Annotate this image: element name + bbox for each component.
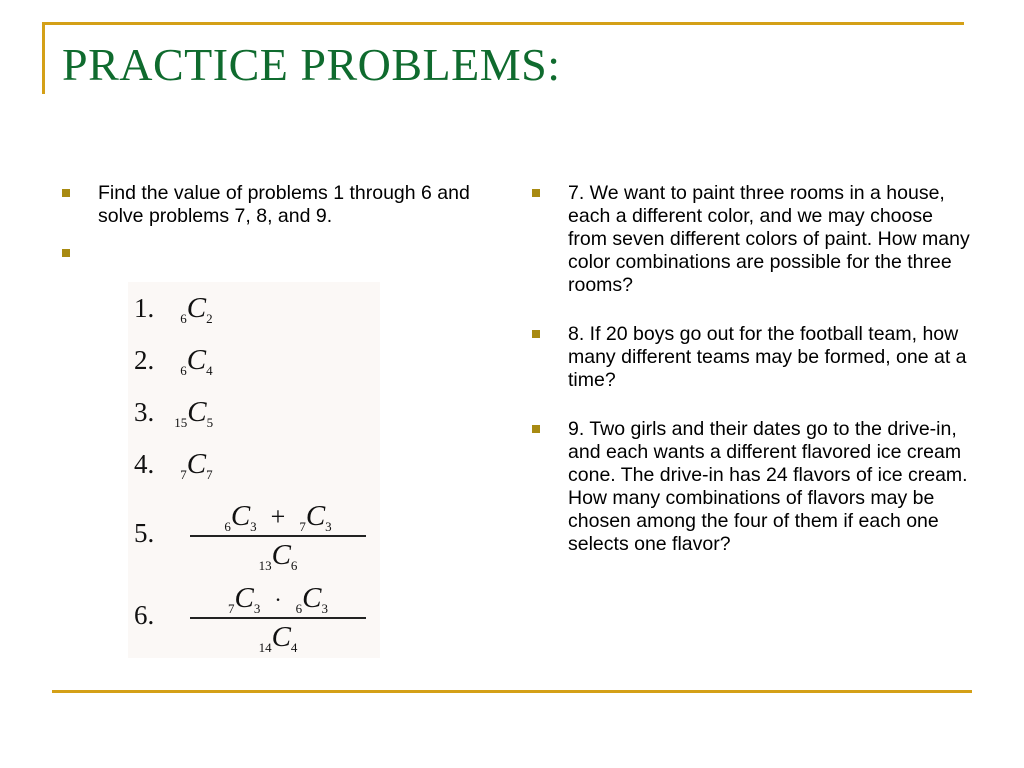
combination-symbol: C [305, 500, 326, 532]
bullet-text: Find the value of problems 1 through 6 and solve problems 7, 8, and 9. [98, 182, 470, 227]
combination-r: 3 [325, 519, 332, 534]
problem-7-text: 7. We want to paint three rooms in a house, each a different color, and we may choose from seven different colors of paint. How many color combinations are possible for the three rooms? [568, 182, 970, 296]
fraction-bar [190, 535, 366, 537]
frame-left-line [42, 22, 45, 94]
bullet-icon [532, 425, 540, 433]
problem-5-number [134, 518, 154, 549]
problem-2 [134, 344, 213, 377]
problem-1 [134, 292, 213, 325]
combination-n: 6 [295, 601, 303, 616]
combination-r: 4 [290, 640, 298, 655]
combination-symbol: C [186, 292, 207, 324]
combination-r: 3 [250, 519, 257, 534]
combination-symbol: C [186, 448, 207, 480]
problem-number: 2. [134, 345, 155, 375]
bullet-item [62, 182, 482, 228]
combination-symbol: C [230, 500, 251, 532]
operator: · [274, 587, 282, 612]
combination-n: 14 [258, 640, 272, 655]
bullet-item [532, 323, 972, 392]
operator: + [270, 502, 286, 531]
combination-r: 6 [290, 558, 298, 573]
combination-r: 4 [206, 363, 213, 378]
combination-n: 15 [174, 415, 188, 430]
combination-symbol: C [271, 621, 291, 653]
combination-n: 7 [180, 467, 187, 482]
combination-n: 7 [227, 601, 235, 616]
frame-bottom-line [52, 690, 972, 693]
bullet-item [532, 182, 972, 297]
combination-n: 6 [180, 363, 187, 378]
problem-5-fraction [190, 500, 366, 572]
combination-r: 3 [253, 601, 261, 616]
combination-symbol: C [271, 539, 291, 571]
combination-symbol: C [186, 344, 207, 376]
combination-symbol: C [234, 582, 254, 614]
combination-n: 7 [299, 519, 306, 534]
combination-symbol: C [187, 396, 207, 428]
problems-image [128, 282, 380, 658]
bullet-icon [532, 330, 540, 338]
problem-3 [134, 396, 213, 429]
slide-title: PRACTICE PROBLEMS: [62, 39, 561, 90]
combination-r: 7 [206, 467, 213, 482]
fraction-denominator [190, 539, 366, 572]
problem-4 [134, 448, 213, 481]
problem-number: 5. [134, 518, 155, 548]
combination-n: 6 [180, 311, 187, 326]
problem-number: 6. [134, 600, 155, 630]
right-column [532, 182, 972, 556]
frame-top-line [42, 22, 964, 25]
bullet-item [532, 418, 972, 556]
problem-number: 4. [134, 449, 155, 479]
bullet-icon [532, 189, 540, 197]
problem-6-number [134, 600, 154, 631]
combination-n: 6 [224, 519, 231, 534]
combination-r: 5 [206, 415, 214, 430]
problem-number: 3. [134, 397, 155, 427]
bullet-text [98, 242, 482, 257]
problem-8-text: 8. If 20 boys go out for the football team, how many different teams may be formed, one at a time? [568, 323, 967, 391]
bullet-icon [62, 249, 70, 257]
combination-r: 3 [321, 601, 328, 616]
combination-symbol: C [302, 582, 322, 614]
left-column [62, 182, 482, 257]
fraction-denominator [190, 621, 366, 654]
combination-n: 13 [258, 558, 272, 573]
problem-6-fraction [190, 582, 366, 654]
bullet-icon [62, 189, 70, 197]
problem-number: 1. [134, 293, 155, 323]
bullet-item-empty [62, 242, 482, 257]
problem-9-text: 9. Two girls and their dates go to the drive-in, and each wants a different flavored ice cream cone. The drive-in has 24 flavors of ice cream. How many combinations of flavors may be chosen among the four of them if each one selects one flavor? [568, 418, 968, 555]
combination-r: 2 [206, 311, 213, 326]
fraction-numerator [190, 500, 366, 533]
fraction-numerator [190, 582, 366, 615]
fraction-bar [190, 617, 366, 619]
